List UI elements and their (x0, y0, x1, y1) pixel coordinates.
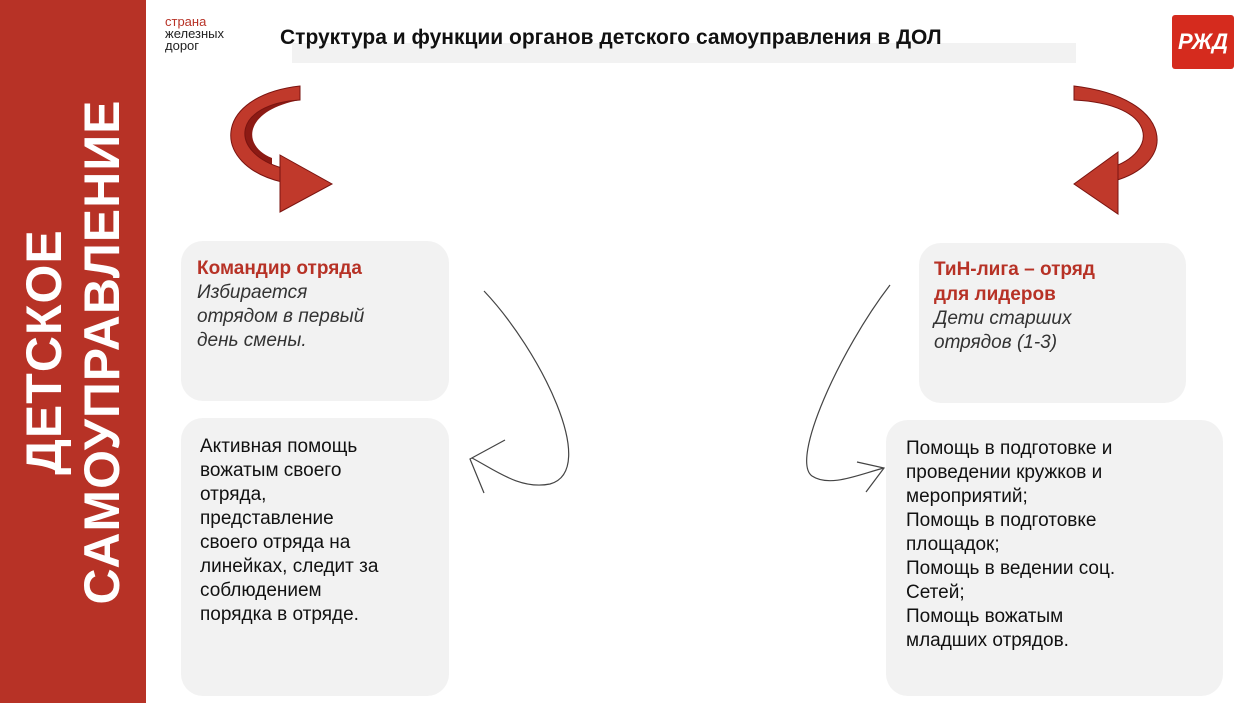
page-title: Структура и функции органов детского самоуправления в ДОЛ (280, 26, 942, 49)
commander-duty-line: порядка в отряде. (200, 604, 359, 625)
brand-line3: дорог (165, 38, 200, 53)
teen-league-duty-line: Помощь вожатым (906, 606, 1064, 627)
brand-line2: железных (165, 26, 225, 41)
sidebar-title-line1: ДЕТСКОЕ (16, 229, 72, 475)
sidebar-title-line2: САМОУПРАВЛЕНИЕ (74, 99, 130, 605)
teen-league-subtitle-line: Дети старших (934, 308, 1072, 329)
commander-duty-line: отряда, (200, 484, 267, 505)
teen-league-duty-line: площадок; (906, 534, 1000, 555)
commander-duty-line: линейках, следит за (200, 556, 379, 577)
pen-arrow-icon (807, 285, 890, 492)
commander-duties-card (181, 418, 449, 696)
teen-league-duty-line: Помощь в подготовке и (906, 438, 1113, 459)
commander-duty-line: вожатым своего (200, 460, 342, 481)
teen-league-duty-line: Помощь в ведении соц. (906, 558, 1116, 579)
teen-league-duty-line: младших отрядов. (906, 630, 1069, 651)
rzd-logo-text: РЖД (1177, 29, 1229, 54)
commander-subtitle-line: отрядом в первый (197, 306, 365, 327)
teen-league-duties-card (886, 420, 1223, 696)
commander-heading: Командир отряда (197, 258, 362, 279)
curved-arrow-icon (1074, 86, 1157, 214)
teen-league-duty-line: проведении кружков и (906, 462, 1103, 483)
commander-subtitle-line: Избирается (197, 282, 308, 303)
brand-line1: страна (165, 14, 207, 29)
teen-league-subtitle-line: отрядов (1-3) (934, 332, 1058, 353)
curved-arrow-icon (231, 86, 332, 212)
teen-league-heading-line: ТиН-лига – отряд (934, 259, 1095, 280)
commander-card (181, 241, 449, 401)
commander-duty-line: своего отряда на (200, 532, 351, 553)
commander-duty-line: представление (200, 508, 334, 529)
commander-duty-line: соблюдением (200, 580, 322, 601)
pen-arrow-icon (470, 291, 569, 493)
teen-league-heading-line: для лидеров (934, 284, 1056, 305)
commander-duty-line: Активная помощь (200, 436, 358, 457)
commander-subtitle-line: день смены. (197, 330, 307, 351)
teen-league-duty-line: Помощь в подготовке (906, 510, 1097, 531)
teen-league-duty-line: мероприятий; (906, 486, 1028, 507)
teen-league-duty-line: Сетей; (906, 582, 965, 603)
teen-league-card (919, 243, 1186, 403)
